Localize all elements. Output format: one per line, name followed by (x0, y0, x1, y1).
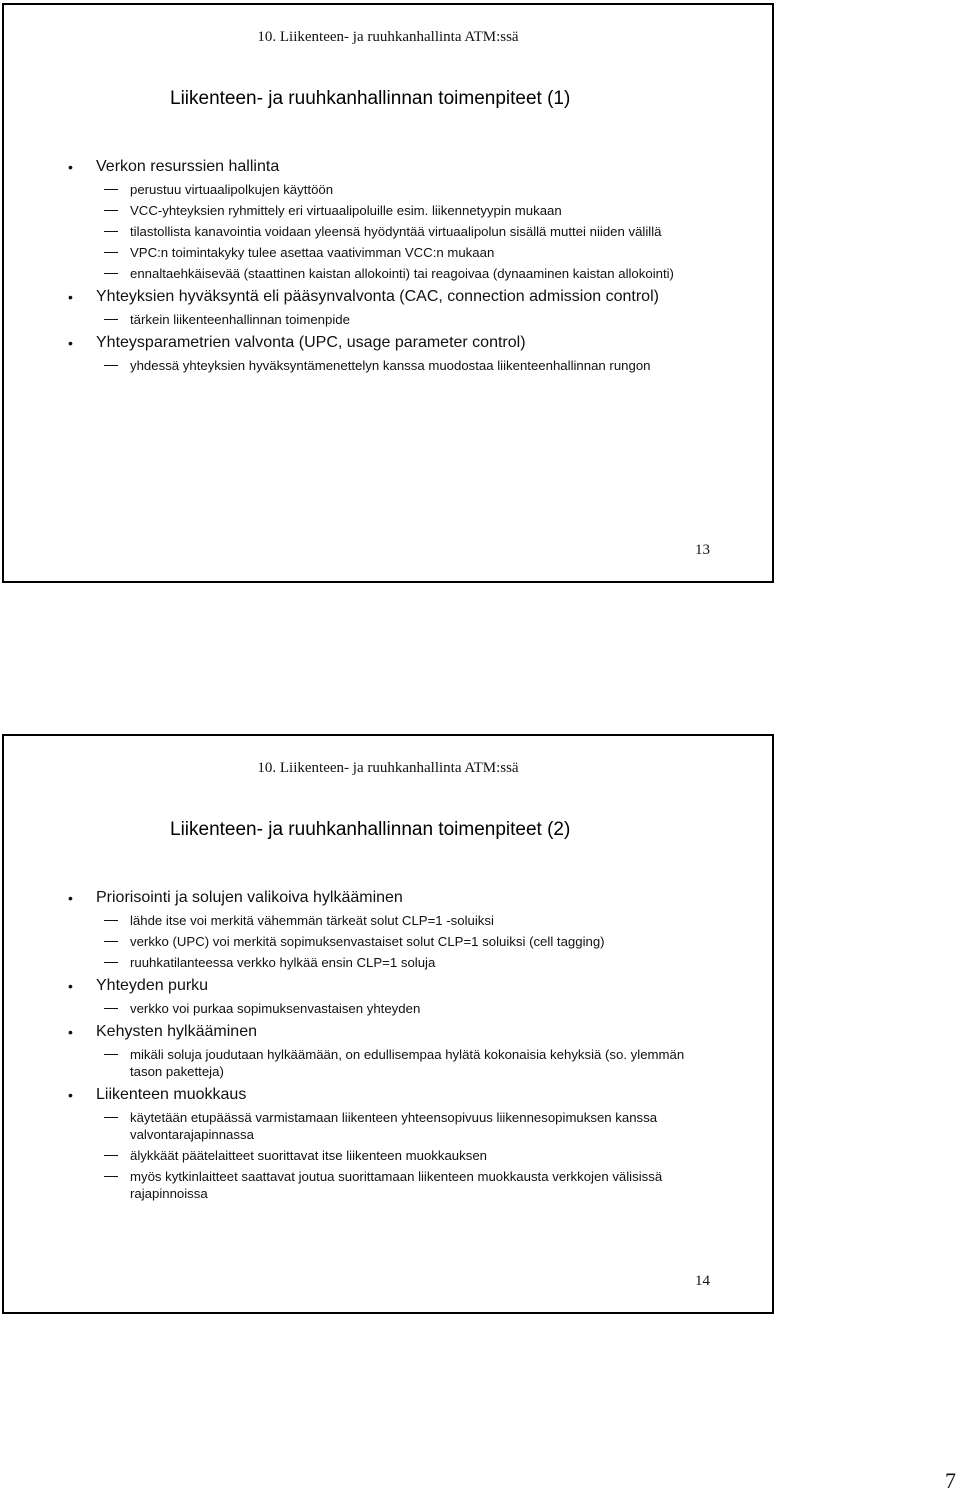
slide-header: 10. Liikenteen- ja ruuhkanhallinta ATM:ssä (257, 29, 519, 45)
sub-item: myös kytkinlaitteet saattavat joutua suorittamaan liikenteen muokkausta verkkojen välisissä rajapinnoissa (4, 1168, 772, 1202)
sub-item: yhdessä yhteyksien hyväksyntämenettelyn kanssa muodostaa liikenteenhallinnan rungon (4, 357, 772, 374)
sub-item: tärkein liikenteenhallinnan toimenpide (4, 311, 772, 328)
sub-item: tilastollista kanavointia voidaan yleensä hyödyntää virtuaalipolun sisällä muttei niiden välillä (4, 223, 772, 240)
sub-item: lähde itse voi merkitä vähemmän tärkeät solut CLP=1 -soluiksi (4, 912, 772, 929)
bullet-item: • Yhteyksien hyväksyntä eli pääsynvalvonta (CAC, connection admission control) (4, 287, 772, 307)
slide-content (4, 152, 772, 374)
bullet-item: • Priorisointi ja solujen valikoiva hylkääminen (4, 888, 772, 908)
bullet-item: • Yhteyden purku (4, 976, 772, 996)
sub-item: VPC:n toimintakyky tulee asettaa vaativimman VCC:n mukaan (4, 244, 772, 261)
slide-13 (2, 3, 774, 583)
bullet-item: • Yhteysparametrien valvonta (UPC, usage parameter control) (4, 333, 772, 353)
sub-item: ennaltaehkäisevää (staattinen kaistan allokointi) tai reagoivaa (dynaaminen kaistan allokointi) (4, 265, 772, 282)
slide-title: Liikenteen- ja ruuhkanhallinnan toimenpiteet (2) (170, 819, 571, 840)
slide-content (4, 883, 772, 1202)
bullet-item: • Kehysten hylkääminen (4, 1022, 772, 1042)
slide-page-number: 13 (695, 542, 710, 558)
sub-item: mikäli soluja joudutaan hylkäämään, on edullisempaa hylätä kokonaisia kehyksiä (so. ylemmän tason paketteja) (4, 1046, 772, 1080)
sub-item: perustuu virtuaalipolkujen käyttöön (4, 181, 772, 198)
slide-header: 10. Liikenteen- ja ruuhkanhallinta ATM:ssä (257, 760, 519, 776)
slide-14 (2, 734, 774, 1314)
bullet-item: • Verkon resurssien hallinta (4, 157, 772, 177)
slide-title: Liikenteen- ja ruuhkanhallinnan toimenpiteet (1) (170, 88, 571, 109)
sub-item: VCC-yhteyksien ryhmittely eri virtuaalipoluille esim. liikennetyypin mukaan (4, 202, 772, 219)
bullet-item: • Liikenteen muokkaus (4, 1085, 772, 1105)
slide-page-number: 14 (695, 1273, 710, 1289)
sub-item: älykkäät päätelaitteet suorittavat itse liikenteen muokkauksen (4, 1147, 772, 1164)
sub-item: verkko (UPC) voi merkitä sopimuksenvastaiset solut CLP=1 soluiksi (cell tagging) (4, 933, 772, 950)
sub-item: käytetään etupäässä varmistamaan liikenteen yhteensopivuus liikennesopimuksen kanssa valvontarajapinnassa (4, 1109, 772, 1143)
sub-item: verkko voi purkaa sopimuksenvastaisen yhteyden (4, 1000, 772, 1017)
sub-item: ruuhkatilanteessa verkko hylkää ensin CLP=1 soluja (4, 954, 772, 971)
page-number: 7 (945, 1468, 956, 1493)
